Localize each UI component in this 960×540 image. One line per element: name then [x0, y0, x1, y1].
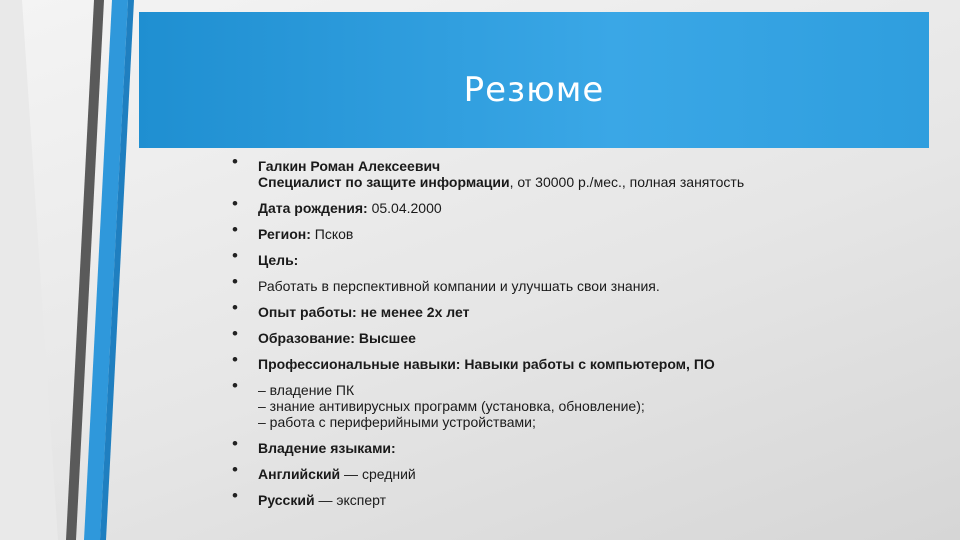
skills-list-item	[232, 382, 872, 430]
education-item	[232, 330, 872, 346]
region-label: Регион:	[258, 226, 311, 242]
decorative-stripes	[0, 0, 140, 540]
english-value: — средний	[340, 466, 416, 482]
experience-value: не менее 2х лет	[356, 304, 470, 320]
russian-value: — эксперт	[314, 492, 387, 508]
person-name: • Галкин Роман Алексеевич	[258, 158, 441, 174]
region-value: Псков	[310, 226, 354, 242]
skill-line: • – владение ПК	[258, 382, 355, 398]
skills-item	[232, 356, 872, 372]
russian-label: Русский	[258, 492, 315, 508]
skills-value: Навыки работы с компьютером, ПО	[460, 356, 715, 372]
goal-item	[232, 252, 872, 268]
region-item	[232, 226, 872, 242]
experience-item	[232, 304, 872, 320]
english-label: Английский	[258, 466, 341, 482]
russian-item	[232, 492, 872, 508]
experience-label: Опыт работы:	[258, 304, 357, 320]
birth-item	[232, 200, 872, 216]
birth-value: 05.04.2000	[367, 200, 442, 216]
goal-text: Работать в перспективной компании и улучшать свои знания.	[258, 278, 660, 294]
languages-item	[232, 440, 872, 456]
name-item	[232, 158, 872, 190]
goal-text-item	[232, 278, 872, 294]
english-item	[232, 466, 872, 482]
skills-label: Профессиональные навыки:	[258, 356, 461, 372]
education-value: Высшее	[354, 330, 416, 346]
position-details: , от 30000 р./мес., полная занятость	[509, 174, 745, 190]
skill-line: – знание антивирусных программ (установка, обновление);	[258, 398, 645, 414]
skill-line: – работа с периферийными устройствами;	[258, 414, 536, 430]
languages-label: Владение языками:	[258, 440, 396, 456]
position-line	[258, 174, 872, 190]
resume-content	[232, 158, 872, 518]
title-banner	[139, 12, 929, 148]
birth-label: Дата рождения:	[258, 200, 368, 216]
slide-title: Резюме	[463, 70, 605, 110]
goal-label: Цель:	[258, 252, 299, 268]
education-label: Образование:	[258, 330, 355, 346]
position-label: Специалист по защите информации	[258, 174, 510, 190]
